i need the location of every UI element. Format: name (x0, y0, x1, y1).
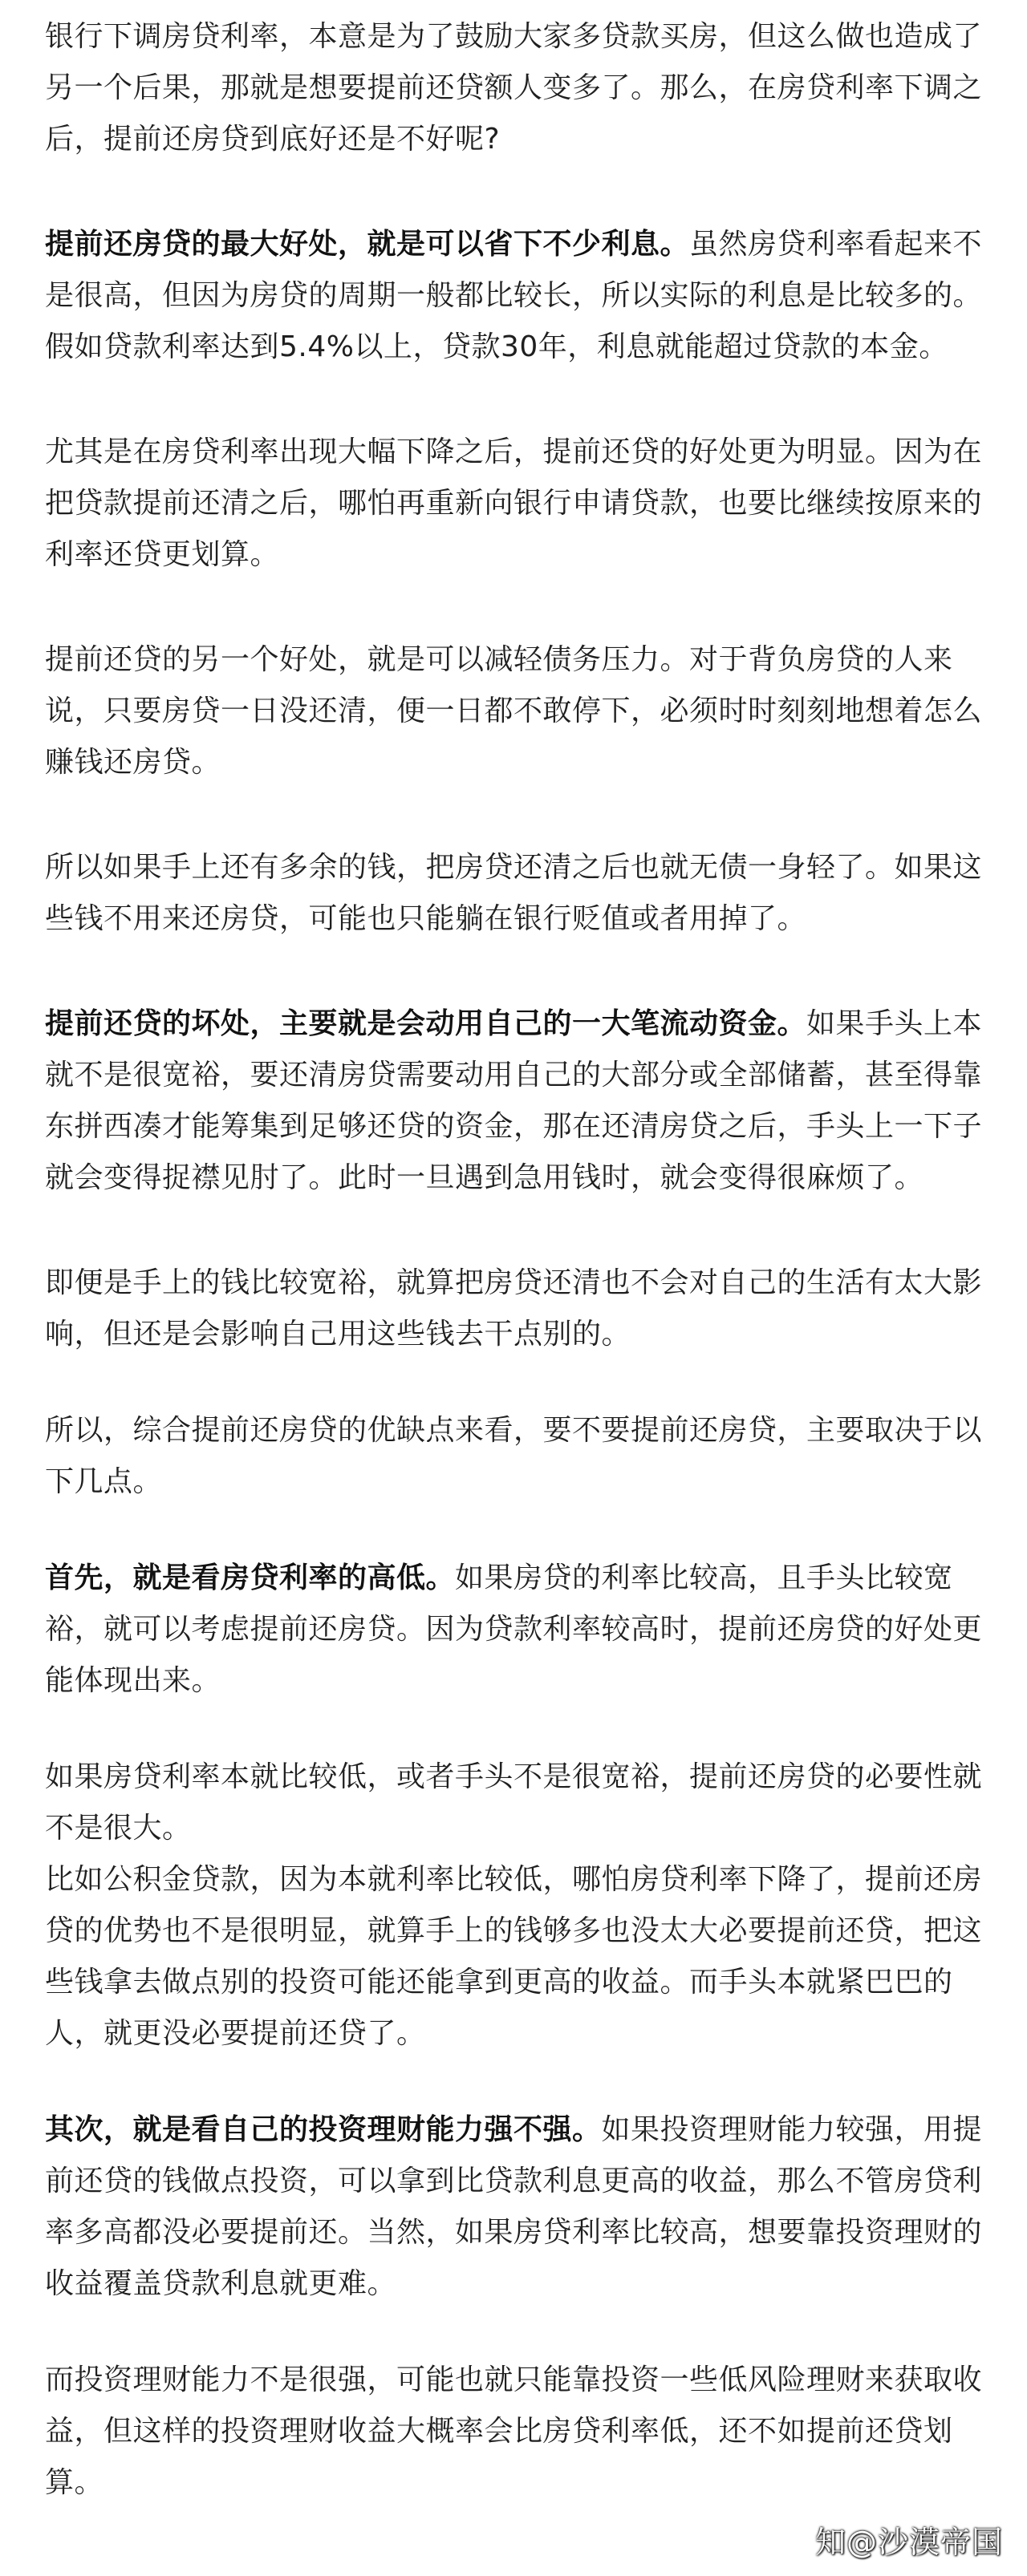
article-body (45, 0, 992, 2509)
paragraph-text: 比如公积金贷款，因为本就利率比较低，哪怕房贷利率下降了，提前还房贷的优势也不是很明显，就算手上的钱够多也没太大必要提前还贷，把这些钱拿去做点别的投资可能还能拿到更高的收益。而手头本就紧巴巴的人，就更没必要提前还贷了。 (45, 1863, 983, 2050)
paragraph-benefit-interest (45, 219, 992, 373)
paragraph-weak-investment (45, 2355, 992, 2509)
paragraph-downside (45, 998, 992, 1204)
paragraph-text: 即便是手上的钱比较宽裕，就算把房贷还清也不会对自己的生活有太大影响，但还是会影响自己用这些钱去干点别的。 (45, 1266, 983, 1351)
paragraph-heading-bold: 提前还贷的坏处，主要就是会动用自己的一大笔流动资金。 (45, 1007, 807, 1040)
paragraph-text: 而投资理财能力不是很强，可能也就只能靠投资一些低风险理财来获取收益，但这样的投资理财收益大概率会比房贷利率低，还不如提前还贷划算。 (45, 2363, 983, 2499)
paragraph-rate-drop (45, 427, 992, 581)
paragraph-even-wealthy (45, 1258, 992, 1360)
paragraph-text: 所以，综合提前还房贷的优缺点来看，要不要提前还房贷，主要取决于以下几点。 (45, 1414, 983, 1498)
paragraph-intro (45, 0, 992, 165)
paragraph-text: 尤其是在房贷利率出现大幅下降之后，提前还贷的好处更为明显。因为在把贷款提前还清之后，哪怕再重新向银行申请贷款，也要比继续按原来的利率还贷更划算。 (45, 435, 983, 571)
paragraph-text: 银行下调房贷利率，本意是为了鼓励大家多贷款买房，但这么做也造成了另一个后果，那就是想要提前还贷额人变多了。那么，在房贷利率下调之后，提前还房贷到底好还是不好呢? (45, 20, 983, 156)
paragraph-heading-bold: 提前还房贷的最大好处，就是可以省下不少利息。 (45, 228, 690, 261)
paragraph-text: 虽然房贷利率看起来不是很高，但因为房贷的周期一般都比较长，所以实际的利息是比较多的。假如贷款利率达到5.4%以上，贷款30年，利息就能超过贷款的本金。 (45, 228, 983, 363)
paragraph-text: 如果手头上本就不是很宽裕，要还清房贷需要动用自己的大部分或全部储蓄，甚至得靠东拼西凑才能筹集到足够还贷的资金，那在还清房贷之后，手头上一下子就会变得捉襟见肘了。此时一旦遇到急用钱时，就会变得很麻烦了。 (45, 1007, 983, 1194)
paragraph-text: 提前还贷的另一个好处，就是可以减轻债务压力。对于背负房贷的人来说，只要房贷一日没还清，便一日都不敢停下，必须时时刻刻地想着怎么赚钱还房贷。 (45, 643, 983, 779)
paragraph-heading-bold: 首先，就是看房贷利率的高低。 (45, 1561, 456, 1594)
paragraph-second-investment (45, 2104, 992, 2310)
paragraph-first-rate (45, 1553, 992, 1707)
paragraph-summary (45, 1405, 992, 1508)
paragraph-spare-money (45, 842, 992, 945)
paragraph-low-rate (45, 1752, 992, 1854)
paragraph-text: 如果投资理财能力较强，用提前还贷的钱做点投资，可以拿到比贷款利息更高的收益，那么不管房贷利率多高都没必要提前还。当然，如果房贷利率比较高，想要靠投资理财的收益覆盖贷款利息就更难。 (45, 2113, 983, 2300)
paragraph-text: 所以如果手上还有多余的钱，把房贷还清之后也就无债一身轻了。如果这些钱不用来还房贷，可能也只能躺在银行贬值或者用掉了。 (45, 851, 983, 935)
paragraph-debt-pressure (45, 634, 992, 788)
paragraph-heading-bold: 其次，就是看自己的投资理财能力强不强。 (45, 2113, 602, 2146)
paragraph-text: 如果房贷的利率比较高，且手头比较宽裕，就可以考虑提前还房贷。因为贷款利率较高时，提前还房贷的好处更能体现出来。 (45, 1561, 983, 1697)
watermark-text: 知@沙漠帝国 (814, 2525, 1003, 2560)
paragraph-text: 如果房贷利率本就比较低，或者手头不是很宽裕，提前还房贷的必要性就不是很大。 (45, 1760, 983, 1845)
paragraph-provident-fund (45, 1854, 992, 2060)
